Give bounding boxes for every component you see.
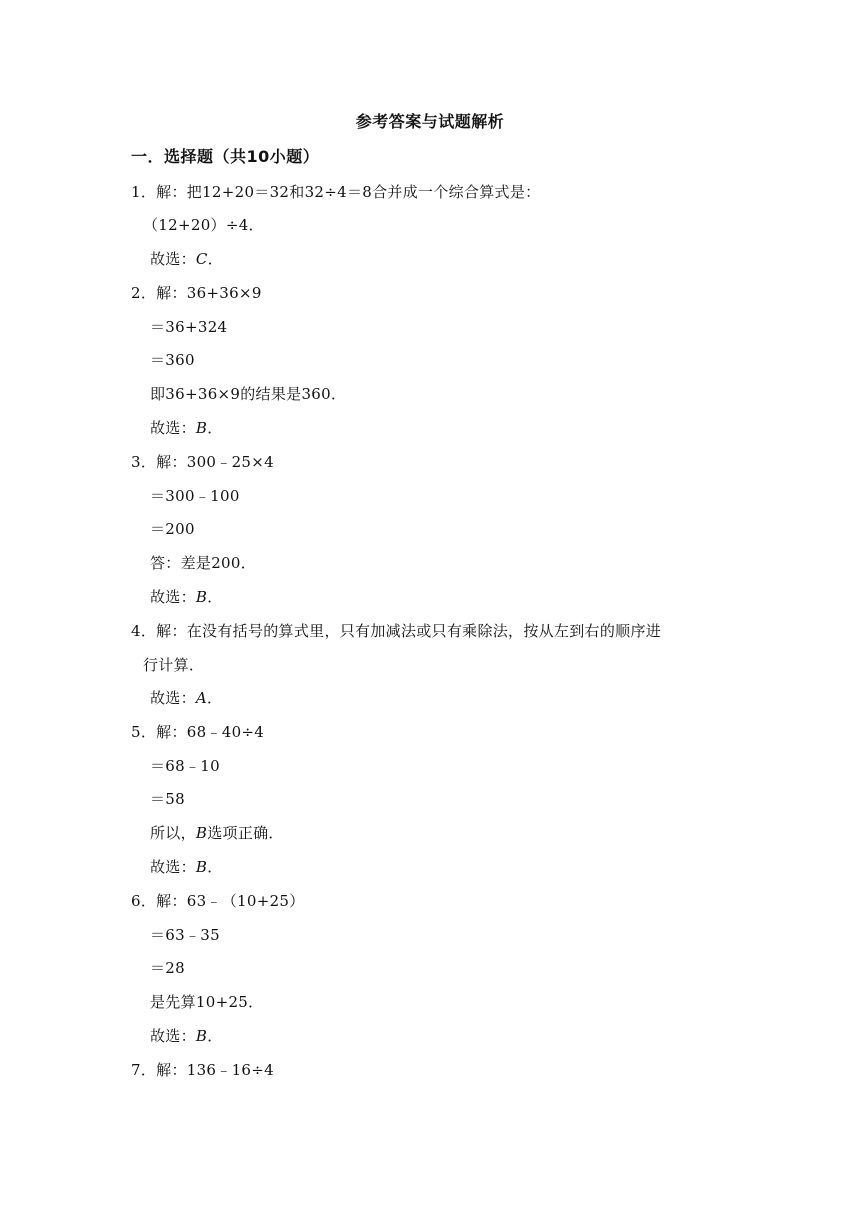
q1-answer xyxy=(150,247,223,271)
q4-line-2: 行计算． xyxy=(143,656,205,674)
q2-answer xyxy=(150,416,223,440)
q3-line-4: 答：差是200． xyxy=(150,554,257,572)
q5-line-2: ＝68﹣10 xyxy=(150,757,220,775)
answer-choice: B xyxy=(195,858,208,876)
answer-prefix: 故选： xyxy=(150,250,196,268)
q6-line-1: 6．解：63﹣（10+25） xyxy=(131,892,305,910)
q3-line-2: ＝300﹣100 xyxy=(150,487,240,505)
answer-choice: B xyxy=(195,588,208,606)
q7-line-1: 7．解：136﹣16÷4 xyxy=(131,1061,274,1079)
q3-line-3: ＝200 xyxy=(150,520,195,538)
answer-choice: B xyxy=(195,1027,208,1045)
q5-line-3: ＝58 xyxy=(150,790,185,808)
q5-line-4 xyxy=(150,821,284,845)
q2-line-2: ＝36+324 xyxy=(150,318,228,336)
answer-suffix: ． xyxy=(207,250,223,268)
page-title: 参考答案与试题解析 xyxy=(355,112,505,131)
answer-prefix: 故选： xyxy=(150,588,196,606)
answer-prefix: 故选： xyxy=(150,419,196,437)
q6-answer xyxy=(150,1024,223,1048)
q2-line-1: 2．解：36+36×9 xyxy=(131,284,262,302)
q1-line-2: （12+20）÷4． xyxy=(143,216,264,234)
answer-choice: A xyxy=(195,689,208,707)
answer-suffix: ． xyxy=(207,419,223,437)
q2-line-4: 即36+36×9的结果是360． xyxy=(150,385,347,403)
answer-prefix: 故选： xyxy=(150,689,196,707)
conclusion-prefix: 所以， xyxy=(150,824,196,842)
q2-line-3: ＝360 xyxy=(150,351,195,369)
q1-line-1: 1．解：把12+20＝32和32÷4＝8合并成一个综合算式是： xyxy=(131,183,541,201)
option-letter: B xyxy=(195,824,208,842)
answer-choice: B xyxy=(195,419,208,437)
answer-prefix: 故选： xyxy=(150,858,196,876)
section-heading: 一．选择题（共10小题） xyxy=(131,147,320,166)
q6-line-4: 是先算10+25． xyxy=(150,993,264,1011)
answer-choice: C xyxy=(195,250,208,268)
answer-suffix: ． xyxy=(207,858,223,876)
q5-line-1: 5．解：68﹣40÷4 xyxy=(131,723,265,741)
q4-line-1: 4．解：在没有括号的算式里，只有加减法或只有乘除法，按从左到右的顺序进 xyxy=(131,622,662,640)
answer-prefix: 故选： xyxy=(150,1027,196,1045)
q6-line-3: ＝28 xyxy=(150,959,185,977)
q4-answer xyxy=(150,686,222,710)
answer-suffix: ． xyxy=(207,689,223,707)
q3-answer xyxy=(150,585,223,609)
answer-suffix: ． xyxy=(207,1027,223,1045)
q5-answer xyxy=(150,855,223,879)
answer-suffix: ． xyxy=(207,588,223,606)
conclusion-suffix: 选项正确． xyxy=(207,824,284,842)
q3-line-1: 3．解：300﹣25×4 xyxy=(131,453,274,471)
q6-line-2: ＝63﹣35 xyxy=(150,926,220,944)
